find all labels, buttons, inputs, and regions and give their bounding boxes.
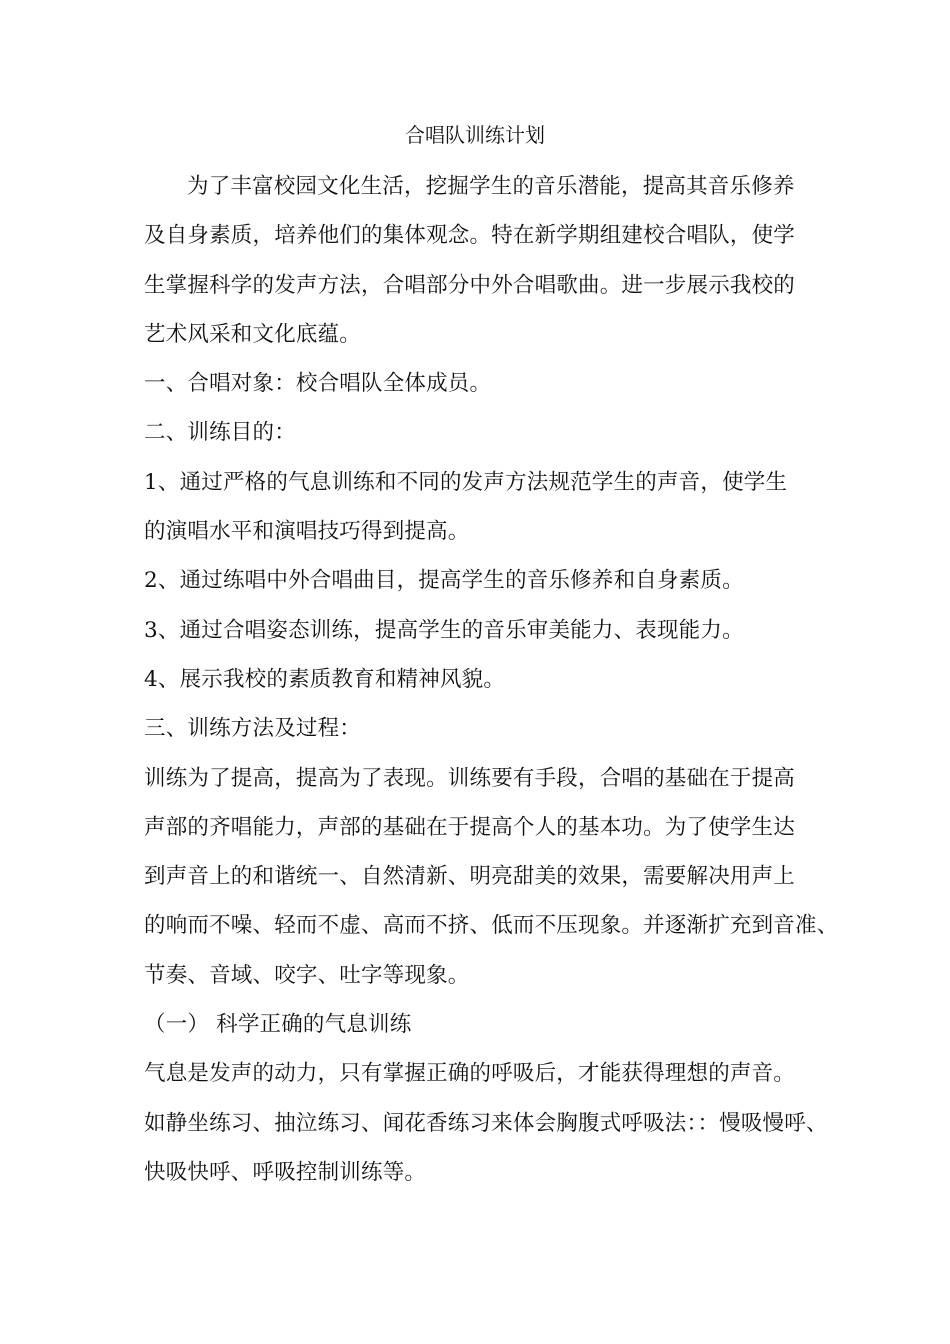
goal-item-2: 2、通过练唱中外合唱曲目，提高学生的音乐修养和自身素质。 — [144, 568, 744, 594]
goal-item-1-line-1: 1、通过严格的气息训练和不同的发声方法规范学生的声音，使学生 — [144, 469, 788, 495]
section-heading-goals: 二、训练目的： — [144, 420, 296, 446]
paragraph-line-intro-3: 生掌握科学的发声方法，合唱部分中外合唱歌曲。进一步展示我校的 — [144, 272, 796, 298]
goal-item-1-line-2: 的演唱水平和演唱技巧得到提高。 — [144, 519, 470, 545]
methods-paragraph-line-2: 声部的齐唱能力，声部的基础在于提高个人的基本功。为了使学生达 — [144, 814, 796, 840]
paragraph-line-intro-1: 为了丰富校园文化生活，挖掘学生的音乐潜能，提高其音乐修养 — [187, 174, 795, 199]
methods-paragraph-line-5: 节奏、音域、咬字、吐字等现象。 — [144, 962, 470, 988]
goal-item-3: 3、通过合唱姿态训练，提高学生的音乐审美能力、表现能力。 — [144, 617, 744, 643]
document-title: 合唱队训练计划 — [405, 123, 545, 147]
section-heading-target: 一、合唱对象：校合唱队全体成员。 — [144, 371, 492, 397]
methods-paragraph-line-1: 训练为了提高，提高为了表现。训练要有手段，合唱的基础在于提高 — [144, 765, 796, 791]
breath-paragraph-line-1: 气息是发声的动力，只有掌握正确的呼吸后，才能获得理想的声音。 — [144, 1061, 796, 1087]
subsection-heading-breath: （一） 科学正确的气息训练 — [144, 1012, 412, 1038]
methods-paragraph-line-4: 的响而不噪、轻而不虚、高而不挤、低而不压现象。并逐渐扩充到音准、 — [144, 913, 839, 939]
paragraph-line-intro-2: 及自身素质，培养他们的集体观念。特在新学期组建校合唱队，使学 — [144, 223, 796, 249]
goal-item-4: 4、展示我校的素质教育和精神风貌。 — [144, 666, 506, 692]
paragraph-line-intro-4: 艺术风采和文化底蕴。 — [144, 321, 362, 347]
section-heading-methods: 三、训练方法及过程： — [144, 716, 362, 742]
breath-paragraph-line-2: 如静坐练习、抽泣练习、闻花香练习来体会胸腹式呼吸法：：慢吸慢呼、 — [144, 1110, 828, 1136]
document-body — [144, 162, 839, 1197]
breath-paragraph-line-3: 快吸快呼、呼吸控制训练等。 — [144, 1159, 427, 1185]
methods-paragraph-line-3: 到声音上的和谐统一、自然清新、明亮甜美的效果，需要解决用声上 — [144, 864, 796, 890]
